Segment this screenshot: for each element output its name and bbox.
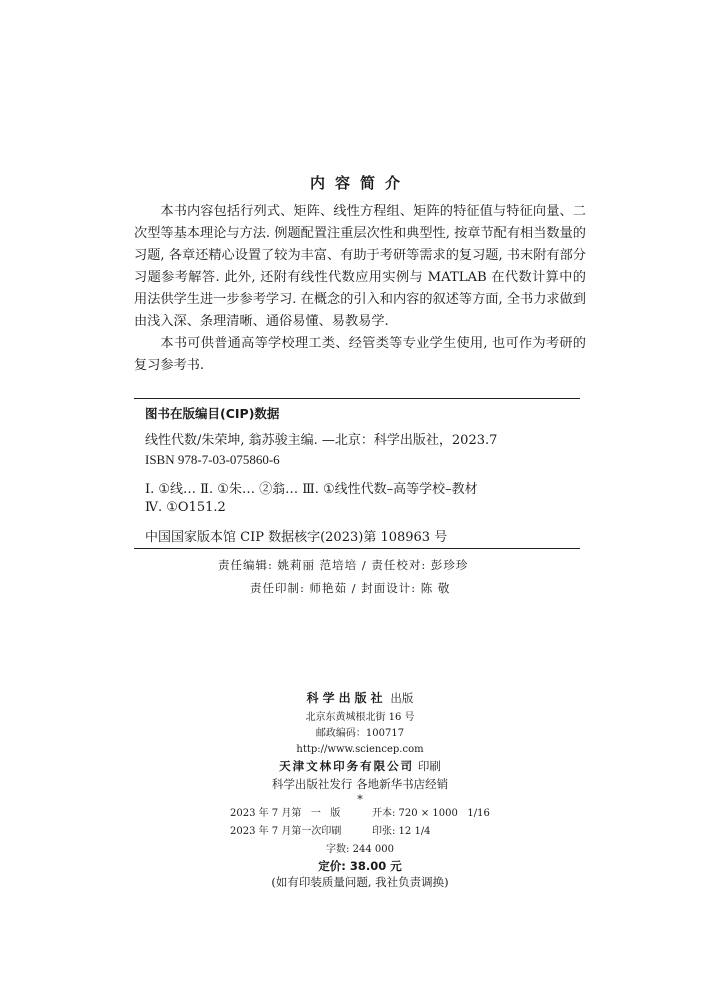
distribution: 科学出版社发行 各地新华书店经销 [271,777,449,791]
publisher-postcode: 邮政编码：100717 [315,728,405,739]
cip-bottom-rule [134,548,580,549]
word-count: 字数: 244 000 [326,844,394,855]
cip-classification-2: Ⅳ. ①O151.2 [145,500,226,515]
abstract-body [134,201,586,377]
cip-record-number: 中国国家版本馆 CIP 数据核字(2023)第 108963 号 [145,530,448,545]
publisher-address: 北京东黄城根北街 16 号 [305,712,415,723]
publisher-name: 科学出版社 [306,691,387,705]
quality-notice: (如有印装质量问题, 我社负责调换) [271,875,449,889]
separator-star: * [357,792,363,806]
print-run-info: 2023 年 7 月第一次印刷 [230,826,342,837]
price: 定价: 38.00 元 [318,859,402,873]
abstract-paragraph-2: 本书可供普通高等学校理工类、经管类等专业学生使用, 也可作为考研的复习参考书. [134,336,586,373]
printer-name: 天津文林印务有限公司 [279,759,415,773]
cip-isbn: ISBN 978-7-03-075860-6 [145,452,280,467]
sheets-info: 印张: 12 1/4 [372,826,431,837]
cip-classification: Ⅰ. ①线… Ⅱ. ①朱… ②翁… Ⅲ. ①线性代数–高等学校–教材 [145,482,478,497]
printer-suffix: 印刷 [417,759,441,773]
publisher-suffix: 出版 [390,691,414,705]
cip-top-rule [134,398,580,399]
format-info: 开本: 720 × 1000 1/16 [372,808,490,819]
edition-info: 2023 年 7 月第 一 版 [230,808,341,819]
abstract-paragraph-1: 本书内容包括行列式、矩阵、线性方程组、矩阵的特征值与特征向量、二次型等基本理论与方法. 例题配置注重层次性和典型性, 按章节配有相当数量的习题, 各章还精心设置了较为丰富、有助于考研等需求的复习题, 书末附有部分习题参考解答. 此外, 还附有线性代数应用实例与 MATLAB 在代数计算中的用法供学生进一步参考学习. 在概念的引入和内容的叙述等方面, 全书力求做到由浅入深、条理清晰、通俗易懂、易教易学. [134,204,586,329]
publisher-url: http://www.sciencep.com [296,744,424,755]
cip-bibliographic-line: 线性代数/朱荣坤, 翁苏骏主编. —北京：科学出版社，2023.7 [145,433,498,448]
cip-heading: 图书在版编目(CIP)数据 [145,406,280,421]
abstract-title: 内容简介 [309,174,410,192]
imprint-block [0,690,720,890]
